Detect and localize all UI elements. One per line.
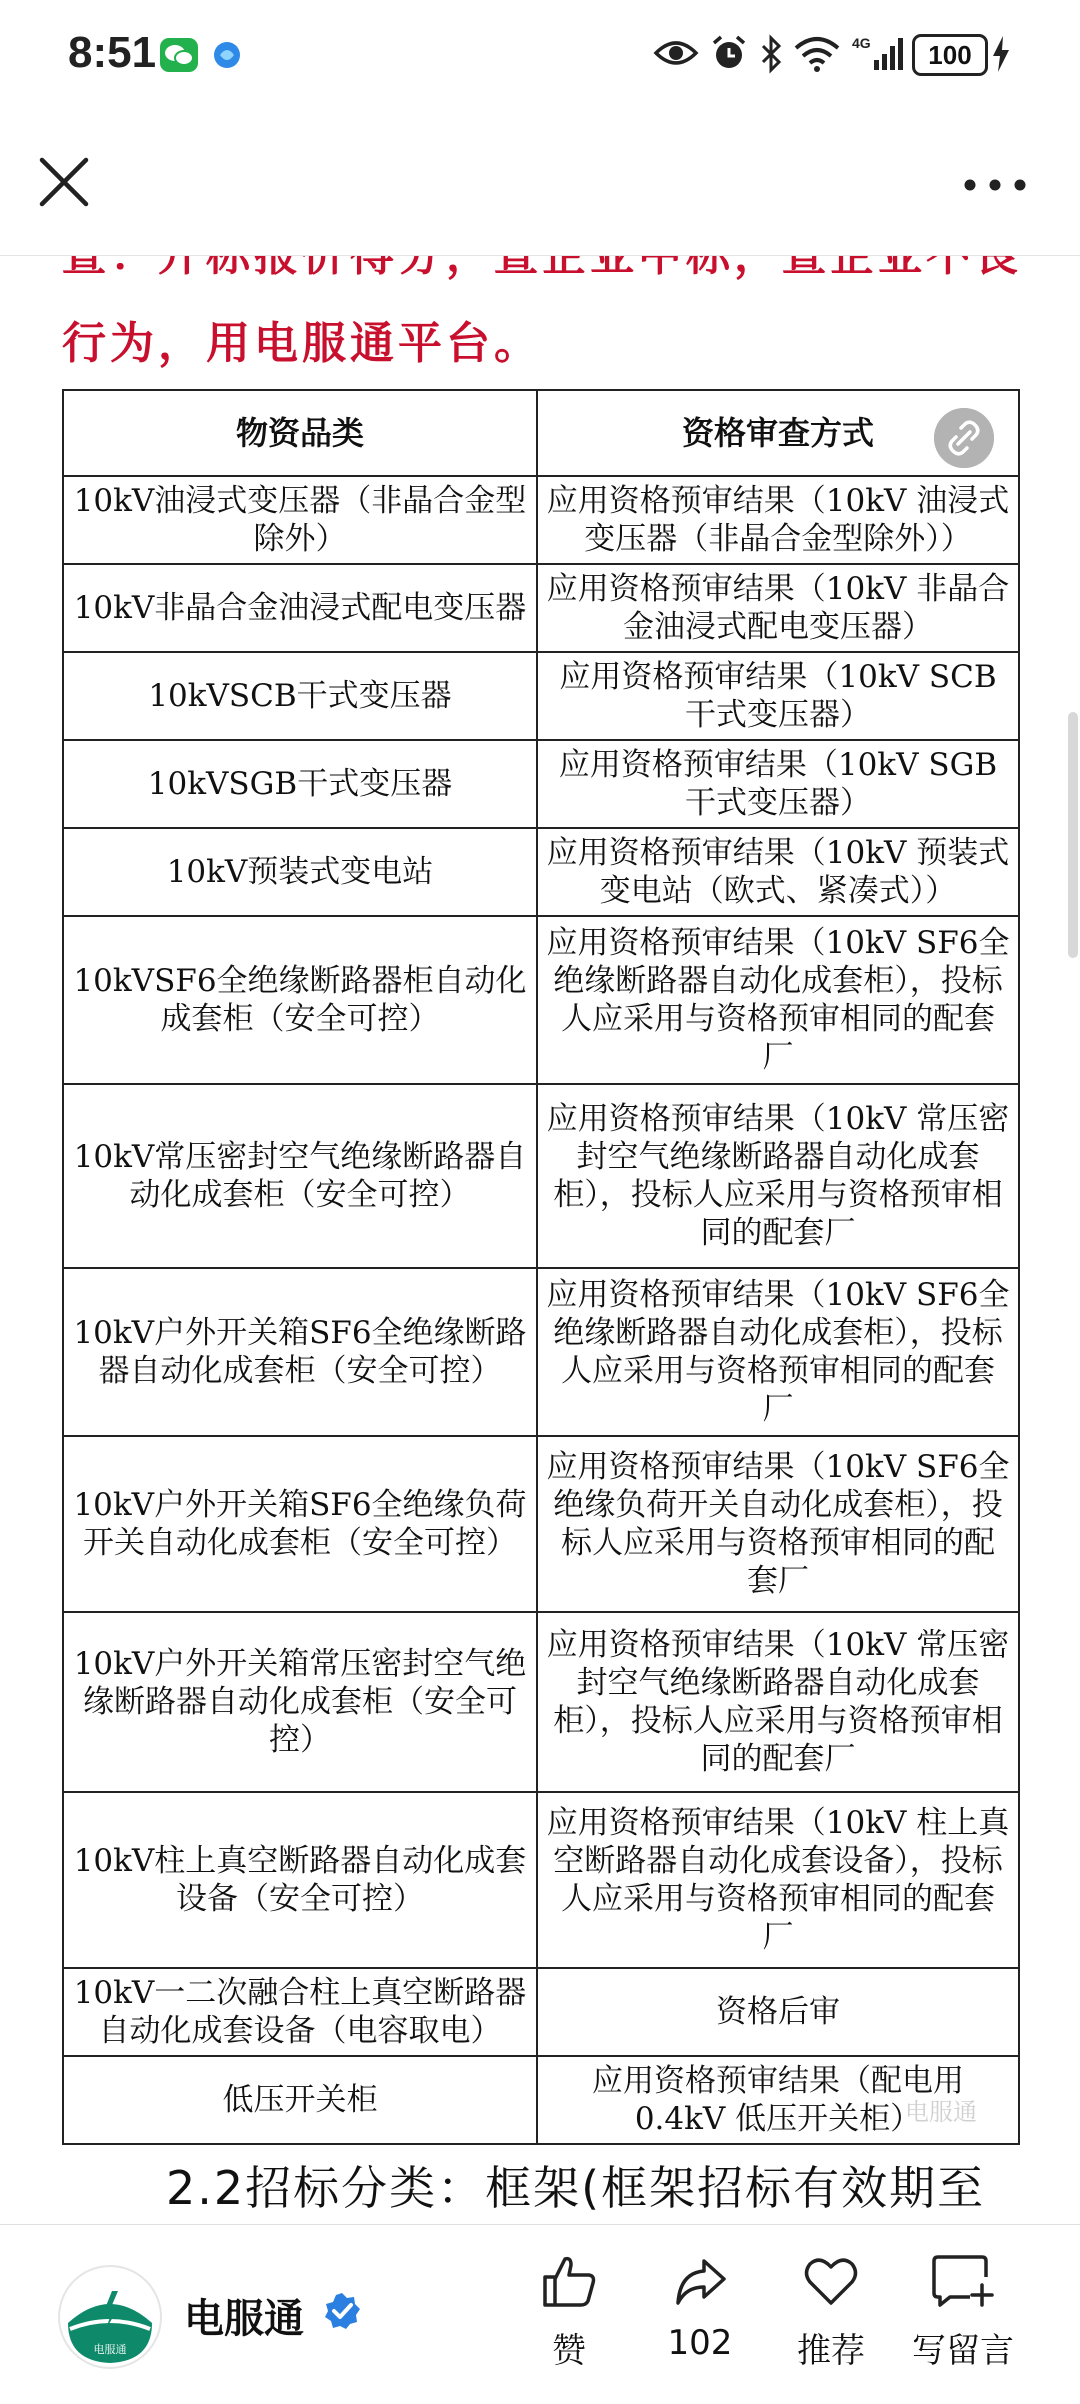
cell-method: 应用资格预审结果（10kV 常压密封空气绝缘断路器自动化成套柜），投标人应采用与资格预审相同的配套厂 — [537, 1612, 1019, 1792]
section-heading: 2.2招标分类：框架(框架招标有效期至 — [166, 2161, 986, 2215]
share-button[interactable] — [645, 2251, 755, 2363]
comment-icon — [930, 2251, 996, 2311]
cell-category: 10kV预装式变电站 — [63, 828, 537, 916]
table-row — [63, 740, 1019, 828]
cell-category: 10kV户外开关箱SF6全绝缘负荷开关自动化成套柜（安全可控） — [63, 1436, 537, 1612]
cell-method: 应用资格预审结果（10kV SF6全绝缘断路器自动化成套柜），投标人应采用与资格预审相同的配套厂 — [537, 1268, 1019, 1436]
cell-category: 低压开关柜 — [63, 2056, 537, 2144]
cell-method: 应用资格预审结果（10kV SCB干式变压器） — [537, 652, 1019, 740]
wechat-icon — [160, 38, 198, 72]
cell-category: 10kV户外开关箱常压密封空气绝缘断路器自动化成套柜（安全可控） — [63, 1612, 537, 1792]
cell-method: 资格后审 — [537, 1968, 1019, 2056]
share-count: 102 — [667, 2323, 733, 2363]
qualification-table — [62, 389, 1020, 2145]
table-row — [63, 476, 1019, 564]
highlight-text-line-2: 行为，用电服通平台。 — [62, 318, 542, 369]
header-review-method: 资格审查方式 — [537, 390, 1019, 476]
status-time: 8:51 — [68, 28, 157, 77]
table-row — [63, 1792, 1019, 1968]
account-name[interactable]: 电服通 — [184, 2296, 304, 2342]
comment-button[interactable] — [908, 2251, 1018, 2372]
wifi-icon — [792, 34, 842, 72]
cell-method: 应用资格预审结果（10kV SF6全绝缘负荷开关自动化成套柜），投标人应采用与资格预审相同的配套厂 — [537, 1436, 1019, 1612]
table-row — [63, 916, 1019, 1084]
cell-category: 10kV非晶合金油浸式配电变压器 — [63, 564, 537, 652]
recommend-button[interactable] — [776, 2251, 886, 2372]
table-row — [63, 1612, 1019, 1792]
table-header-row — [63, 390, 1019, 476]
cell-category: 10kVSF6全绝缘断路器柜自动化成套柜（安全可控） — [63, 916, 537, 1084]
cell-category: 10kV常压密封空气绝缘断路器自动化成套柜（安全可控） — [63, 1084, 537, 1268]
cell-method: 应用资格预审结果（10kV 油浸式变压器（非晶合金型除外）） — [537, 476, 1019, 564]
heart-icon — [801, 2251, 861, 2311]
cell-method: 应用资格预审结果（10kV SGB干式变压器） — [537, 740, 1019, 828]
cell-category: 10kV户外开关箱SF6全绝缘断路器自动化成套柜（安全可控） — [63, 1268, 537, 1436]
eye-icon — [654, 38, 698, 68]
bottom-action-bar — [0, 2224, 1080, 2404]
status-bar — [0, 0, 1080, 110]
link-icon[interactable] — [934, 408, 994, 468]
table-row — [63, 1084, 1019, 1268]
cell-category: 10kV柱上真空断路器自动化成套设备（安全可控） — [63, 1792, 537, 1968]
cell-method: 应用资格预审结果（配电用 0.4kV 低压开关柜） — [537, 2056, 1019, 2144]
verified-badge-icon — [322, 2291, 362, 2331]
more-options-button[interactable] — [962, 172, 1028, 198]
table-row — [63, 1436, 1019, 1612]
table-row — [63, 2056, 1019, 2144]
cell-method: 应用资格预审结果（10kV 预装式变电站（欧式、紧凑式）） — [537, 828, 1019, 916]
thumbs-up-icon — [539, 2251, 599, 2311]
bluetooth-icon — [760, 36, 784, 72]
recommend-label: 推荐 — [797, 2331, 865, 2371]
charging-icon — [992, 36, 1010, 72]
table-row — [63, 1968, 1019, 2056]
signal-4g-icon — [852, 34, 904, 72]
cell-method: 应用资格预审结果（10kV SF6全绝缘断路器自动化成套柜），投标人应采用与资格预审相同的配套厂 — [537, 916, 1019, 1084]
article-content — [0, 256, 1080, 2224]
cell-method: 应用资格预审结果（10kV 柱上真空断路器自动化成套设备），投标人应采用与资格预审相同的配套厂 — [537, 1792, 1019, 1968]
alarm-icon — [710, 34, 748, 72]
like-button[interactable] — [514, 2251, 624, 2372]
browser-icon — [212, 40, 242, 70]
avatar-logo-text: 电服通 — [93, 2343, 127, 2356]
cell-category: 10kVSGB干式变压器 — [63, 740, 537, 828]
svg-text:4G: 4G — [852, 35, 871, 51]
account-avatar[interactable] — [58, 2265, 162, 2369]
image-watermark: 电服通 — [905, 2098, 977, 2126]
comment-label: 写留言 — [912, 2331, 1014, 2371]
table-row — [63, 1268, 1019, 1436]
battery-indicator: 100 — [912, 34, 988, 76]
table-row — [63, 828, 1019, 916]
cell-method: 应用资格预审结果（10kV 常压密封空气绝缘断路器自动化成套柜），投标人应采用与资格预审相同的配套厂 — [537, 1084, 1019, 1268]
cell-category: 10kV油浸式变压器（非晶合金型除外） — [63, 476, 537, 564]
like-label: 赞 — [552, 2331, 586, 2371]
close-button[interactable] — [36, 154, 92, 210]
cell-category: 10kVSCB干式变压器 — [63, 652, 537, 740]
scrollbar[interactable] — [1068, 712, 1078, 958]
table-row — [63, 652, 1019, 740]
header-material-category: 物资品类 — [63, 390, 537, 476]
cell-method: 应用资格预审结果（10kV 非晶合金油浸式配电变压器） — [537, 564, 1019, 652]
table-row — [63, 564, 1019, 652]
top-nav — [0, 110, 1080, 256]
share-icon — [670, 2251, 730, 2311]
cell-category: 10kV一二次融合柱上真空断路器自动化成套设备（电容取电） — [63, 1968, 537, 2056]
